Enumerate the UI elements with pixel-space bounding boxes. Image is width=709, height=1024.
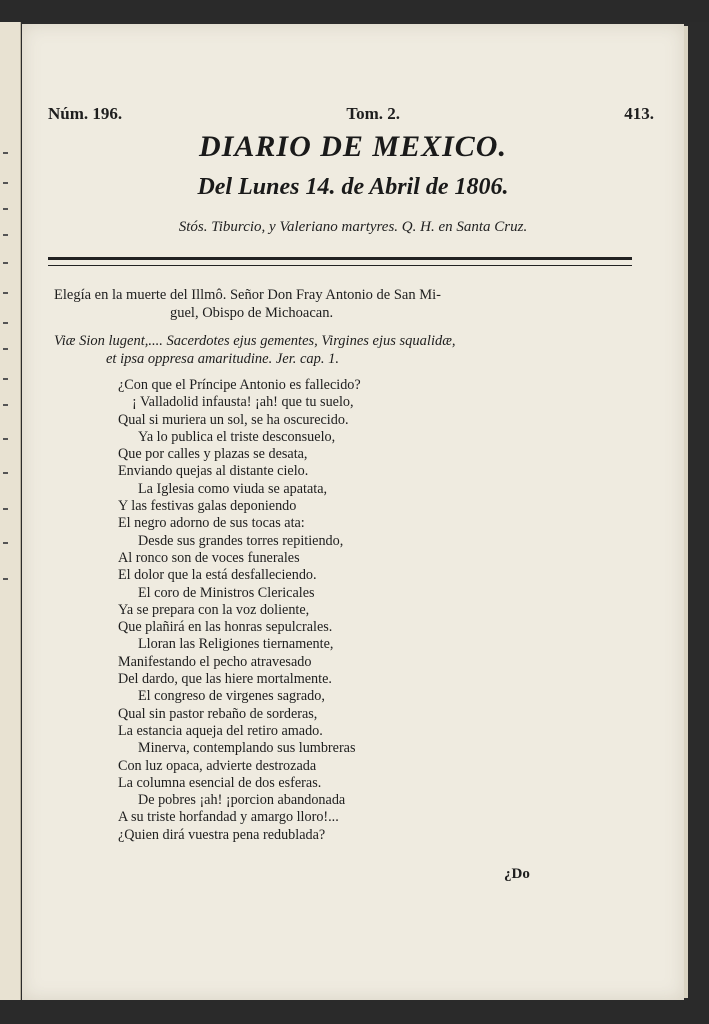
poem-verse: ¿Quien dirá vuestra pena redublada? xyxy=(118,826,326,843)
scan-top-border xyxy=(0,0,709,22)
poem-verse: Minerva, contemplando sus lumbreras xyxy=(138,740,356,757)
poem-verse: ¡ Valladolid infausta! ¡ah! que tu suelo, xyxy=(132,394,354,411)
newspaper-title: DIARIO DE MEXICO. xyxy=(199,130,507,163)
poem-verse: Manifestando el pecho atravesado xyxy=(118,653,312,670)
heading-line: Elegía en la muerte del Illmô. Señor Don Fray Antonio de San Mi- xyxy=(54,287,441,303)
poem-verse: Enviando quejas al distante cielo. xyxy=(118,463,309,480)
catchword: ¿Do xyxy=(504,866,530,882)
poem-verse: El coro de Ministros Clericales xyxy=(138,584,315,601)
poem-verse: Lloran las Religiones tiernamente, xyxy=(138,636,334,653)
poem-verse: Que plañirá en las honras sepulcrales. xyxy=(118,619,333,636)
issue-number: Núm. 196. xyxy=(48,104,123,123)
poem-verse: Con luz opaca, advierte destrozada xyxy=(118,757,317,774)
poem-verse: El dolor que la está desfalleciendo. xyxy=(118,567,317,584)
article-heading xyxy=(54,286,642,322)
epigraph-line: et ipsa oppresa amaritudine. Jer. cap. 1. xyxy=(106,351,340,367)
elegy-poem xyxy=(118,377,558,844)
page-edge xyxy=(684,26,688,998)
facing-page-edge xyxy=(0,22,21,1000)
masthead-line xyxy=(48,104,654,124)
poem-verse: Y las festivas galas deponiendo xyxy=(118,498,297,515)
poem-verse: La estancia aqueja del retiro amado. xyxy=(118,722,323,739)
double-rule-divider xyxy=(48,257,632,266)
epigraph-line: Viæ Sion lugent,.... Sacerdotes ejus gementes, Virgines ejus squalidæ, xyxy=(54,333,456,349)
saints-of-day: Stós. Tiburcio, y Valeriano martyres. Q. H. en Santa Cruz. xyxy=(178,219,528,235)
poem-verse: Ya se prepara con la voz doliente, xyxy=(118,601,310,618)
poem-verse: Al ronco son de voces funerales xyxy=(118,549,300,566)
poem-verse: ¿Con que el Príncipe Antonio es fallecido? xyxy=(118,377,361,393)
tome-number: Tom. 2. xyxy=(346,104,401,123)
poem-verse: Desde sus grandes torres repitiendo, xyxy=(138,532,344,549)
poem-verse: Que por calles y plazas se desata, xyxy=(118,446,308,463)
poem-verse: Del dardo, que las hiere mortalmente. xyxy=(118,671,332,688)
poem-verse: Ya lo publica el triste desconsuelo, xyxy=(138,428,336,445)
poem-verse: De pobres ¡ah! ¡porcion abandonada xyxy=(138,792,346,809)
poem-verse: A su triste horfandad y amargo lloro!... xyxy=(118,809,339,826)
poem-verse: Qual si muriera un sol, se ha oscurecido. xyxy=(118,411,349,428)
poem-verse: El congreso de virgenes sagrado, xyxy=(138,688,325,705)
poem-verse: Qual sin pastor rebaño de sorderas, xyxy=(118,705,318,722)
latin-epigraph xyxy=(54,332,654,368)
poem-verse: La Iglesia como viuda se apatata, xyxy=(138,480,328,497)
facing-page-text-fragments xyxy=(3,142,11,742)
page-number: 413. xyxy=(624,104,654,123)
scan-bottom-border xyxy=(0,1000,709,1024)
issue-date: Del Lunes 14. de Abril de 1806. xyxy=(197,174,509,200)
poem-verse: El negro adorno de sus tocas ata: xyxy=(118,515,305,532)
newspaper-page xyxy=(22,24,684,1000)
heading-line: guel, Obispo de Michoacan. xyxy=(170,305,334,321)
poem-verse: La columna esencial de dos esferas. xyxy=(118,774,322,791)
